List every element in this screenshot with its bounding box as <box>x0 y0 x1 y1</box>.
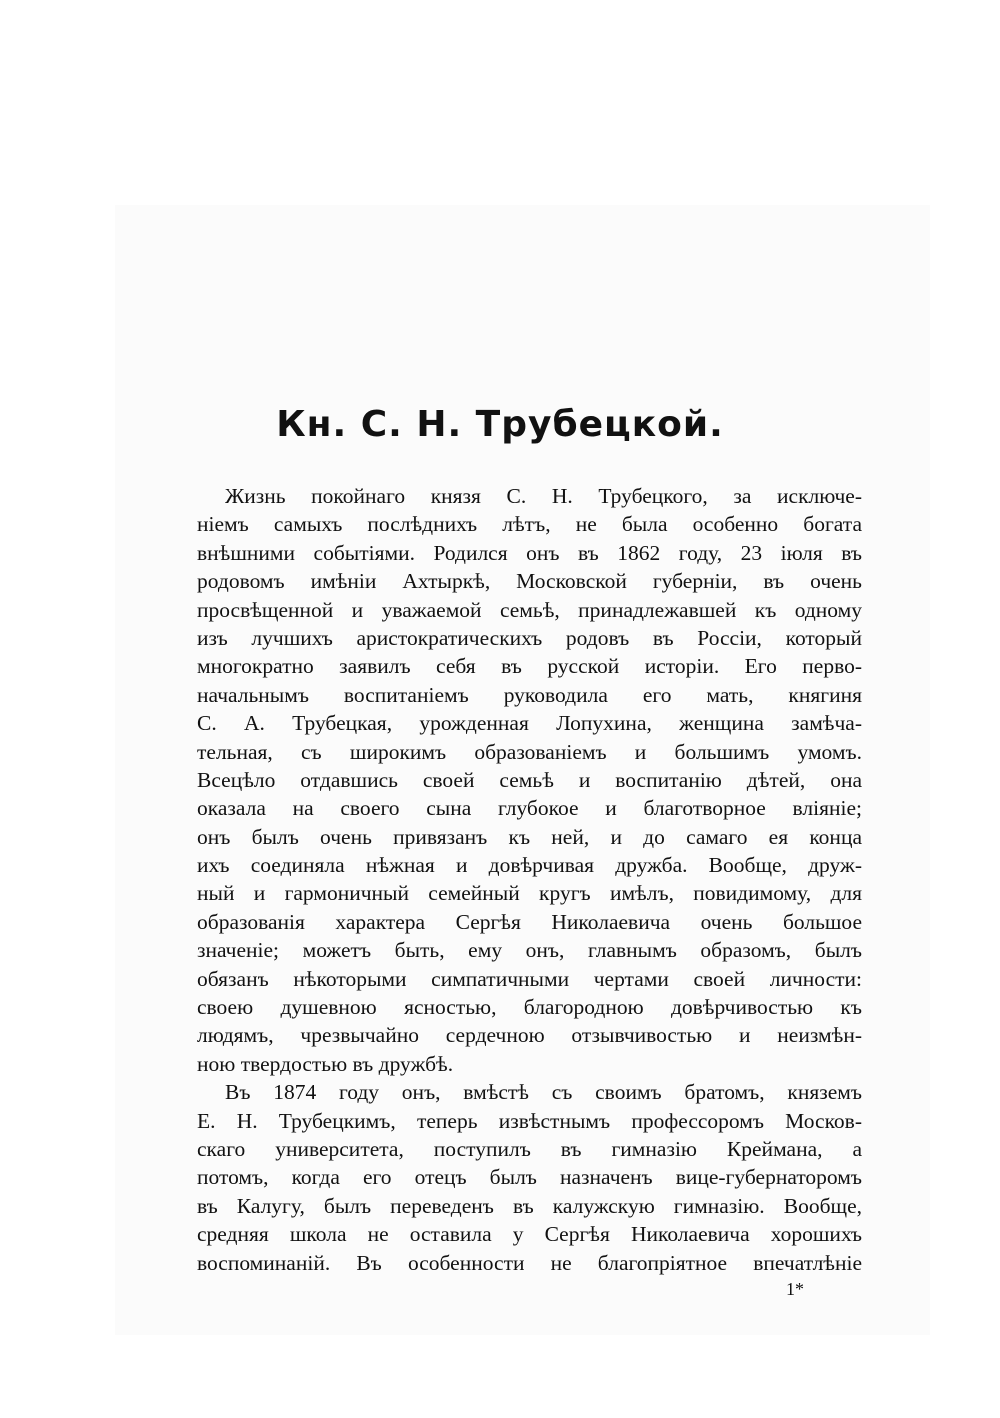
text-line: С. А. Трубецкая, урожденная Лопухина, женщина замѣча- <box>197 711 862 736</box>
text-line: Жизнь покойнаго князя С. Н. Трубецкого, за исключе- <box>225 484 862 508</box>
page-number: 1* <box>786 1279 804 1299</box>
text-line: родовомъ имѣніи Ахтыркѣ, Московской губерніи, въ очень <box>197 569 862 594</box>
text-line: Въ 1874 году онъ, вмѣстѣ съ своимъ братомъ, княземъ <box>225 1080 862 1105</box>
text-line: средняя школа не оставила у Сергѣя Николаевича хорошихъ <box>197 1222 862 1247</box>
text-line: внѣшними событіями. Родился онъ въ 1862 году, 23 іюля въ <box>197 540 862 565</box>
text-line: обязанъ нѣкоторыми симпатичными чертами своей личности: <box>197 966 862 991</box>
text-line: ихъ соединяла нѣжная и довѣрчивая дружба. Вообще, друж- <box>197 853 862 878</box>
text-line: ный и гармоничный семейный кругъ имѣлъ, повидимому, для <box>197 881 862 906</box>
paragraph-2 <box>197 1078 862 1277</box>
paragraph-1 <box>197 482 862 1078</box>
text-line: онъ былъ очень привязанъ къ ней, и до самаго ея конца <box>197 824 862 849</box>
text-line: начальнымъ воспитаніемъ руководила его мать, княгиня <box>197 682 862 707</box>
text-line: скаго университета, поступилъ въ гимназію Креймана, а <box>197 1136 862 1161</box>
text-line: многократно заявилъ себя въ русской исторіи. Его перво- <box>197 654 862 679</box>
text-line: ною твердостью въ дружбѣ. <box>197 1051 454 1076</box>
page-title: Кн. С. Н. Трубецкой. <box>276 404 724 445</box>
text-line: оказала на своего сына глубокое и благотворное вліяніе; <box>197 796 862 821</box>
text-line: потомъ, когда его отецъ былъ назначенъ вице-губернаторомъ <box>197 1165 862 1190</box>
text-line: значеніе; можетъ быть, ему онъ, главнымъ образомъ, былъ <box>197 938 862 963</box>
text-line: тельная, съ широкимъ образованіемъ и большимъ умомъ. <box>197 739 862 764</box>
text-line: въ Калугу, былъ переведенъ въ калужскую гимназію. Вообще, <box>197 1193 862 1218</box>
text-line: людямъ, чрезвычайно сердечною отзывчивостью и неизмѣн- <box>197 1023 862 1048</box>
text-line: изъ лучшихъ аристократическихъ родовъ въ Россіи, который <box>197 625 862 650</box>
text-line: просвѣщенной и уважаемой семьѣ, принадлежавшей къ одному <box>197 597 862 622</box>
text-line: ніемъ самыхъ послѣднихъ лѣтъ, не была особенно богата <box>197 512 862 537</box>
text-line: Е. Н. Трубецкимъ, теперь извѣстнымъ профессоромъ Москов- <box>197 1108 862 1133</box>
text-line: своею душевною ясностью, благородною довѣрчивостью къ <box>197 995 862 1020</box>
text-line: образованія характера Сергѣя Николаевича очень большое <box>197 909 862 934</box>
text-line: Всецѣло отдавшись своей семьѣ и воспитанію дѣтей, она <box>197 767 862 792</box>
body-text <box>197 482 862 1277</box>
text-line: воспоминаній. Въ особенности не благопріятное впечатлѣніе <box>197 1250 862 1275</box>
